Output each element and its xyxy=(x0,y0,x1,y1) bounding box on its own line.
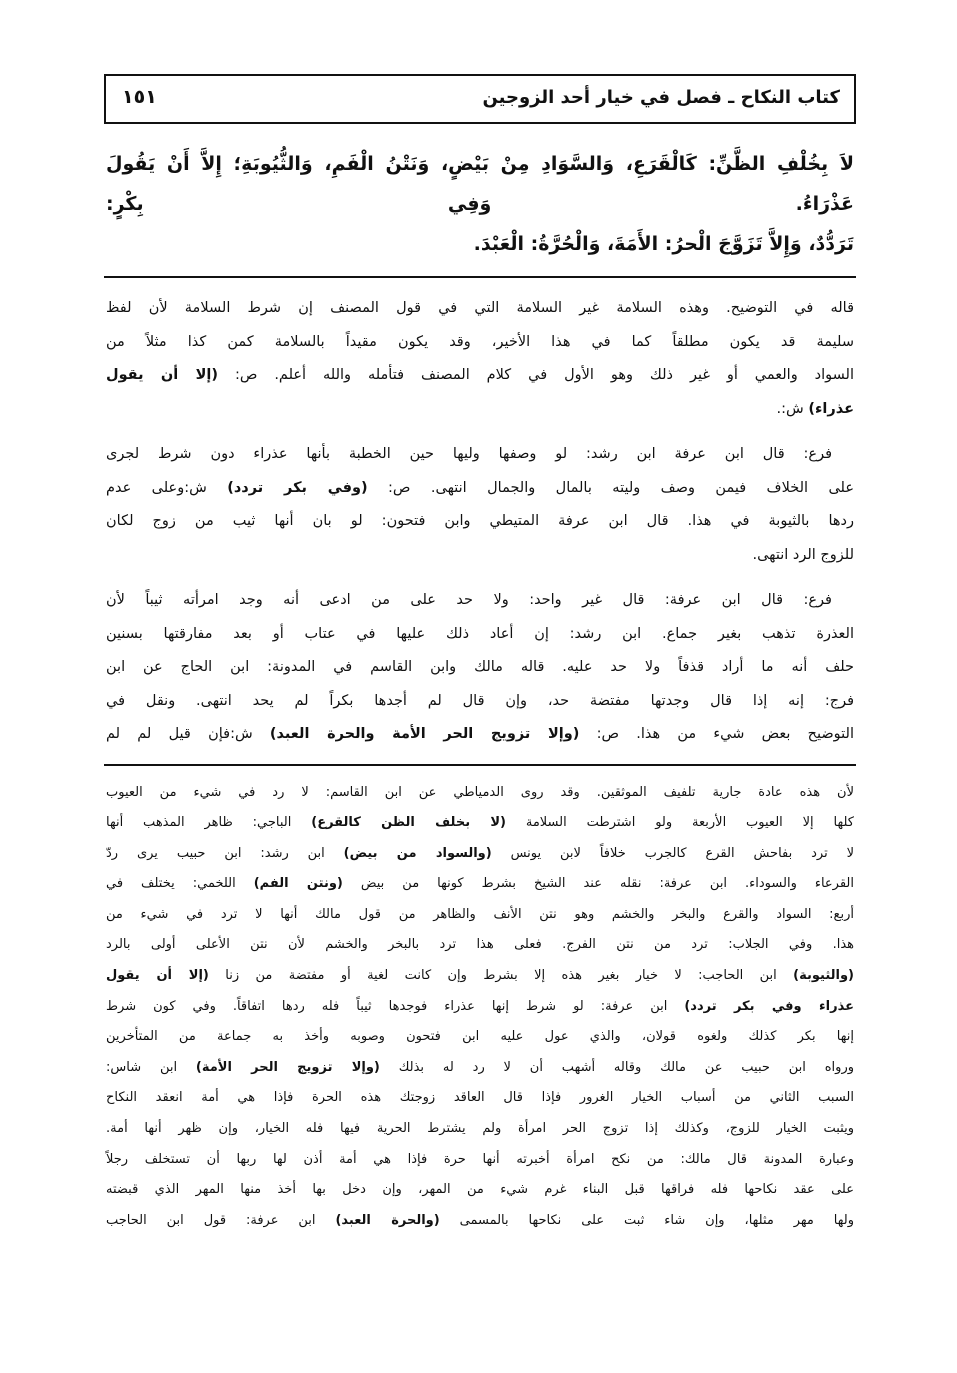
text-line xyxy=(106,992,854,1023)
commentary-section xyxy=(106,292,854,752)
text-segment: على الخلاف فيمن وصف وليته بالمال والجمال انتهى. ص: xyxy=(367,479,855,496)
text-segment: لاَ بِخُلْفِ الظَّنِّ: كَالْقَرَعِ، وَالسَّوَادِ مِنْ بَيْضٍ، وَنَتْنُ الْفَمِ، وَالثُّيُوبَةِ؛ إِلاَّ أَنْ يَقُولَ عَذْرَاءُ. وَفِي بِكْرٍ: xyxy=(106,153,854,215)
text-line xyxy=(106,900,854,931)
text-segment: لأن هذه عادة جارية تلفيف الموثقين. وقد روى الدمياطي عن ابن القاسم: لا رد في شيء من العيوب xyxy=(106,784,854,800)
quoted-matn-phrase: (وإلا تزويج الحر الأمة والحرة العبد) xyxy=(269,726,580,742)
quoted-matn-phrase: (لا بخلف الظن كالقرع) xyxy=(311,815,506,831)
text-line xyxy=(106,472,854,506)
text-segment: ابن رشد: ابن حبيب يرى ردّ xyxy=(106,845,344,861)
quoted-matn-phrase: (إلا أن يقول xyxy=(106,367,219,383)
text-line xyxy=(106,1053,854,1084)
quoted-matn-phrase: (والثيوبة) xyxy=(793,968,854,984)
text-segment: حلف أنه ما أراد قذفاً ولا حد عليه. قاله مالك وابن القاسم في المدونة: ابن الحاج عن ابن xyxy=(106,659,854,675)
text-segment: إنها بكر كذلك ولغوه قولان، والذي عول عليه ابن فتحون وصوبه وأخذ به جماعة من المتأخرين xyxy=(106,1029,854,1045)
text-line xyxy=(106,961,854,992)
text-segment: هذا. وفي الجلاب: ترد من نتن الفرج. فعلى هذا ترد بالبخر والخشم لأن نتن الأعلى أولى بالرد xyxy=(106,937,854,953)
text-segment: السبب الثاني من أسباب الخيار الغرور فإذا قال العاقد زوجتك هذه الحرة فإذا هي أمة انعقد النكاح xyxy=(106,1090,854,1106)
text-line xyxy=(106,718,854,752)
text-segment: ردها بالثيوبة في هذا. قال ابن عرفة المتيطي وابن فتحون: لو بان أنها ثيب من زوج لكان xyxy=(106,513,854,529)
text-segment: قاله في التوضيح. وهذه السلامة غير السلامة التي في قول المصنف إن شرط السلامة لأن لفظ xyxy=(106,300,854,316)
text-segment: ش:. xyxy=(776,400,809,417)
text-line xyxy=(106,584,854,618)
text-line xyxy=(106,326,854,360)
text-line xyxy=(106,393,854,427)
text-line xyxy=(106,1175,854,1206)
main-text-matn xyxy=(106,144,854,264)
text-segment: السواد والعمي أو غير ذلك وهو الأول في كلام المصنف فتأمله والله أعلم. ص: xyxy=(218,367,854,383)
text-segment: ابن عرفة: قول ابن الحاجب xyxy=(106,1212,336,1228)
quoted-matn-phrase: عذراء وفي بكر تردد) xyxy=(684,998,854,1014)
book-page xyxy=(104,0,856,1236)
text-line xyxy=(106,869,854,900)
text-segment: فرج: إنه إذا قال وجدتها مفتضة حد، وإن قال لم أجدها بكراً لم يحد انتهى. ونقل في xyxy=(106,692,854,709)
quoted-matn-phrase: عذراء) xyxy=(808,400,854,417)
text-segment: على عقد نكاحها فله فراقها قبل البناء غرم شيء من المهر، وإن دخل بها أخذ منها المهر الذي قبضته xyxy=(106,1182,854,1198)
text-segment: ويثبت الخيار للزوج، وكذلك إذا تزوج الحر امرأة ولم يشترط الحرية فيها فله الخيار، وإن ظهر أنها أمة. xyxy=(106,1121,854,1137)
text-line xyxy=(106,685,854,719)
text-line xyxy=(106,292,854,326)
text-segment: تَرَدُّدٌ، وَإِلاَّ تَزَوَّجَ الْحرُ: الأَمَةَ، وَالْحُرَّةُ: الْعَبْدَ. xyxy=(473,233,854,255)
text-line xyxy=(106,1083,854,1114)
text-segment: التوضيح بعض شيء من هذا. ص: xyxy=(579,726,854,742)
text-line xyxy=(106,1206,854,1237)
text-line xyxy=(106,144,854,224)
running-title: كتاب النكاح ـ فصل في خيار أحد الزوجين xyxy=(482,87,840,108)
text-segment: ولها مهر مثلها، وإن شاء ثبت على نكاحها بالمسمى xyxy=(439,1212,854,1228)
text-line xyxy=(106,778,854,809)
text-line xyxy=(106,839,854,870)
text-segment: اللخمي: يختلف في xyxy=(106,876,254,892)
text-line xyxy=(106,505,854,539)
text-segment: ش:وعلى عدم xyxy=(106,479,228,496)
text-segment: سليمة قد يكون مطلقاً كما في هذا الأخير، وقد يكون مقيداً بالسلامة كمن كذا مثلاً من xyxy=(106,333,854,350)
text-line xyxy=(106,224,854,264)
paragraph-gap xyxy=(106,426,854,438)
text-line xyxy=(106,359,854,393)
text-line xyxy=(106,930,854,961)
text-line xyxy=(106,1022,854,1053)
quoted-matn-phrase: (وإلا تزويج الحر الأمة) xyxy=(195,1059,380,1075)
section-divider xyxy=(104,276,856,278)
quoted-matn-phrase: (والسواد من بيض) xyxy=(343,845,492,861)
text-segment: ابن الحاجب: لا خيار بغير هذه إلا بشرط وإن كانت لغية أو مفتضة من زنا xyxy=(208,968,794,984)
text-line xyxy=(106,1114,854,1145)
page-number: ١٥١ xyxy=(122,86,157,108)
text-segment: أربع: السواد والقرع والبخر والخشم وهو نتن الأنف والظاهر من قول مالك أنها لا ترد في شيء من xyxy=(106,906,854,922)
text-segment: العذرة تذهب بغير جماع. ابن رشد: إن أعاد ذلك عليها في عتاب أو بعد مفارقتها بسنين xyxy=(106,625,854,642)
text-segment: ابن شاس: xyxy=(106,1059,196,1075)
text-line xyxy=(106,438,854,472)
paragraph-gap xyxy=(106,572,854,584)
text-segment: وعبارة المدونة قال مالك: من نكح امرأة أخبرته أنها حرة فإذا هي أمة أذن لها ربها أن تستخلف رجلاً xyxy=(106,1151,854,1167)
text-line xyxy=(106,618,854,652)
footnote-section xyxy=(106,778,854,1237)
text-line xyxy=(106,808,854,839)
text-segment: ورواه ابن حبيب عن مالك وقاله أشهب أن لا رد له بذلك xyxy=(379,1059,854,1075)
quoted-matn-phrase: (والحرة العبد) xyxy=(335,1212,440,1228)
text-segment: ابن عرفة: لو شرط إنها عذراء فوجدها ثيباً فله ردها اتفاقاً. وفي كون شرط xyxy=(106,998,685,1014)
quoted-matn-phrase: (وفي بكر تردد) xyxy=(227,479,368,496)
running-header xyxy=(104,74,856,124)
text-line xyxy=(106,539,854,573)
text-segment: فرع: قال ابن عرفة ابن رشد: لو وصفها وليها حين الخطبة بأنها عذراء دون شرط لجرى xyxy=(106,446,832,462)
section-divider xyxy=(104,764,856,766)
text-segment: لا ترد بفاحش القرع كالجرب خلافاً لابن يونس xyxy=(491,845,854,861)
text-segment: الباجي: ظاهر المذهب أنها xyxy=(106,815,312,831)
text-segment: فرع: قال ابن عرفة: قال غير واحد: ولا حد على من ادعى أنه وجد امرأته ثيباً لأن xyxy=(106,592,832,608)
quoted-matn-phrase: (إلا أن يقول xyxy=(106,968,209,984)
text-line xyxy=(106,651,854,685)
quoted-matn-phrase: (ونتن الفم) xyxy=(253,876,343,892)
text-line xyxy=(106,1145,854,1176)
text-segment: كلها إلا العيوب الأربعة ولو اشترطت السلامة xyxy=(506,815,854,831)
text-segment: للزوج الرد انتهى. xyxy=(752,546,854,563)
text-segment: القرعاء والسوداء. ابن عرفة: نقله عند الشيخ بشرط كونها من بيض xyxy=(342,876,854,892)
text-segment: ش:فإن قيل لم لم xyxy=(106,726,270,742)
